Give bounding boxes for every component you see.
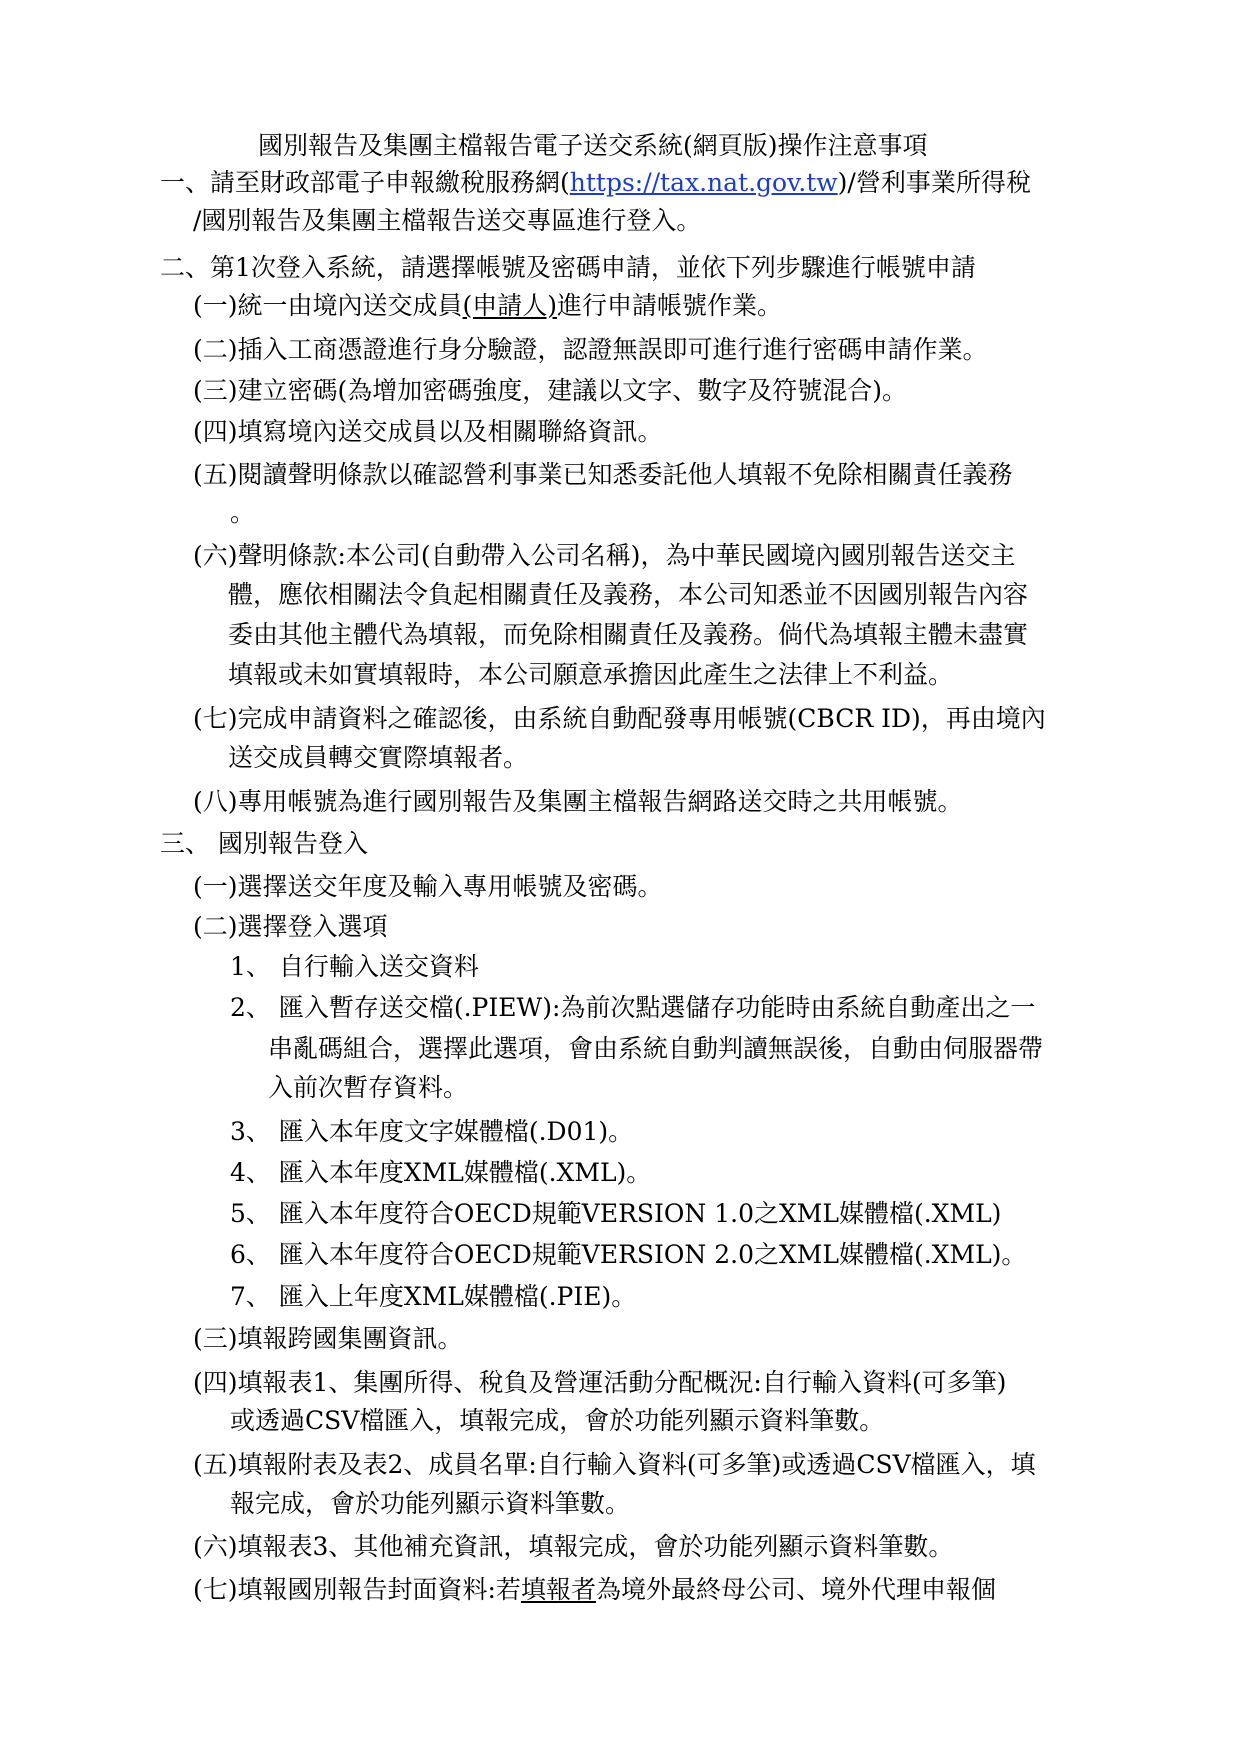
login-option-7: 7、 匯入上年度XML媒體檔(.PIE)。 xyxy=(230,1282,637,1311)
login-option-5: 5、 匯入本年度符合OECD規範VERSION 1.0之XML媒體檔(.XML) xyxy=(230,1199,1002,1228)
section-2-item-1-text: (一)統一由境內送交成員 xyxy=(193,291,463,320)
section-2-item-3: (三)建立密碼(為增加密碼強度，建議以文字、數字及符號混合)。 xyxy=(193,376,908,405)
login-option-2-line-1: 2、 匯入暫存送交檔(.PIEW):為前次點選儲存功能時由系統自動產出之一 xyxy=(230,993,1036,1022)
section-3-heading: 三、 國別報告登入 xyxy=(160,829,368,858)
section-2-item-6-line-4: 填報或未如實填報時，本公司願意承擔因此產生之法律上不利益。 xyxy=(228,660,954,689)
section-2-item-7-line-1: (七)完成申請資料之確認後，由系統自動配發專用帳號(CBCR ID)，再由境內 xyxy=(193,704,1046,733)
section-2-item-6-line-2: 體，應依相關法令負起相關責任及義務，本公司知悉並不因國別報告內容 xyxy=(228,580,1029,609)
section-3-item-5-line-2: 報完成，會於功能列顯示資料筆數。 xyxy=(230,1489,631,1518)
section-2-item-8: (八)專用帳號為進行國別報告及集團主檔報告網路送交時之共用帳號。 xyxy=(193,787,963,816)
section-3-item-7-text: (七)填報國別報告封面資料:若 xyxy=(193,1575,521,1604)
section-1-text-end: )/營利事業所得稅 xyxy=(837,168,1031,197)
section-1-line-2: /國別報告及集團主檔報告送交專區進行登入。 xyxy=(193,206,702,235)
section-2-item-7-line-2: 送交成員轉交實際填報者。 xyxy=(228,743,529,772)
section-2-item-2: (二)插入工商憑證進行身分驗證，認證無誤即可進行進行密碼申請作業。 xyxy=(193,335,988,364)
document-title: 國別報告及集團主檔報告電子送交系統(網頁版)操作注意事項 xyxy=(258,131,928,160)
section-2-item-1 xyxy=(193,291,782,321)
section-3-item-6: (六)填報表3、其他補充資訊，填報完成，會於功能列顯示資料筆數。 xyxy=(193,1532,954,1561)
section-1-line-1 xyxy=(160,168,1031,198)
section-3-item-7-text-end: 為境外最終母公司、境外代理申報個 xyxy=(595,1575,996,1604)
section-2-item-5-line-2: 。 xyxy=(230,498,256,527)
section-3-item-4-line-2: 或透過CSV檔匯入，填報完成，會於功能列顯示資料筆數。 xyxy=(230,1406,885,1435)
login-option-4: 4、 匯入本年度XML媒體檔(.XML)。 xyxy=(230,1158,652,1187)
section-2-item-1-text-end: 進行申請帳號作業。 xyxy=(557,291,783,320)
section-2-item-5-line-1: (五)閱讀聲明條款以確認營利事業已知悉委託他人填報不免除相關責任義務 xyxy=(193,460,1013,489)
section-2-item-6-line-3: 委由其他主體代為填報，而免除相關責任及義務。倘代為填報主體未盡實 xyxy=(228,620,1029,649)
section-2-item-4: (四)填寫境內送交成員以及相關聯絡資訊。 xyxy=(193,417,663,446)
section-3-item-3: (三)填報跨國集團資訊。 xyxy=(193,1324,463,1353)
filer-underlined: 填報者 xyxy=(520,1575,596,1604)
applicant-underlined: (申請人) xyxy=(462,291,558,320)
section-2-item-6-line-1: (六)聲明條款:本公司(自動帶入公司名稱)，為中華民國境內國別報告送交主 xyxy=(193,541,1016,570)
section-3-item-5-line-1: (五)填報附表及表2、成員名單:自行輸入資料(可多筆)或透過CSV檔匯入，填 xyxy=(193,1450,1036,1479)
login-option-2-line-2: 串亂碼組合，選擇此選項，會由系統自動判讀無誤後，自動由伺服器帶 xyxy=(268,1034,1044,1063)
section-3-item-2: (二)選擇登入選項 xyxy=(193,912,388,941)
login-option-3: 3、 匯入本年度文字媒體檔(.D01)。 xyxy=(230,1117,634,1146)
login-option-1: 1、 自行輸入送交資料 xyxy=(230,952,479,981)
login-option-2-line-3: 入前次暫存資料。 xyxy=(268,1073,469,1102)
section-2-heading: 二、第1次登入系統，請選擇帳號及密碼申請，並依下列步驟進行帳號申請 xyxy=(160,253,976,282)
section-3-item-4-line-1: (四)填報表1、集團所得、稅負及營運活動分配概況:自行輸入資料(可多筆) xyxy=(193,1368,1007,1397)
section-3-item-1: (一)選擇送交年度及輸入專用帳號及密碼。 xyxy=(193,872,663,901)
section-3-item-7 xyxy=(193,1575,996,1605)
login-option-6: 6、 匯入本年度符合OECD規範VERSION 2.0之XML媒體檔(.XML)。 xyxy=(230,1240,1027,1269)
tax-portal-link[interactable]: https://tax.nat.gov.tw xyxy=(569,168,838,197)
section-1-text-start: 一、請至財政部電子申報繳稅服務網( xyxy=(160,168,570,197)
